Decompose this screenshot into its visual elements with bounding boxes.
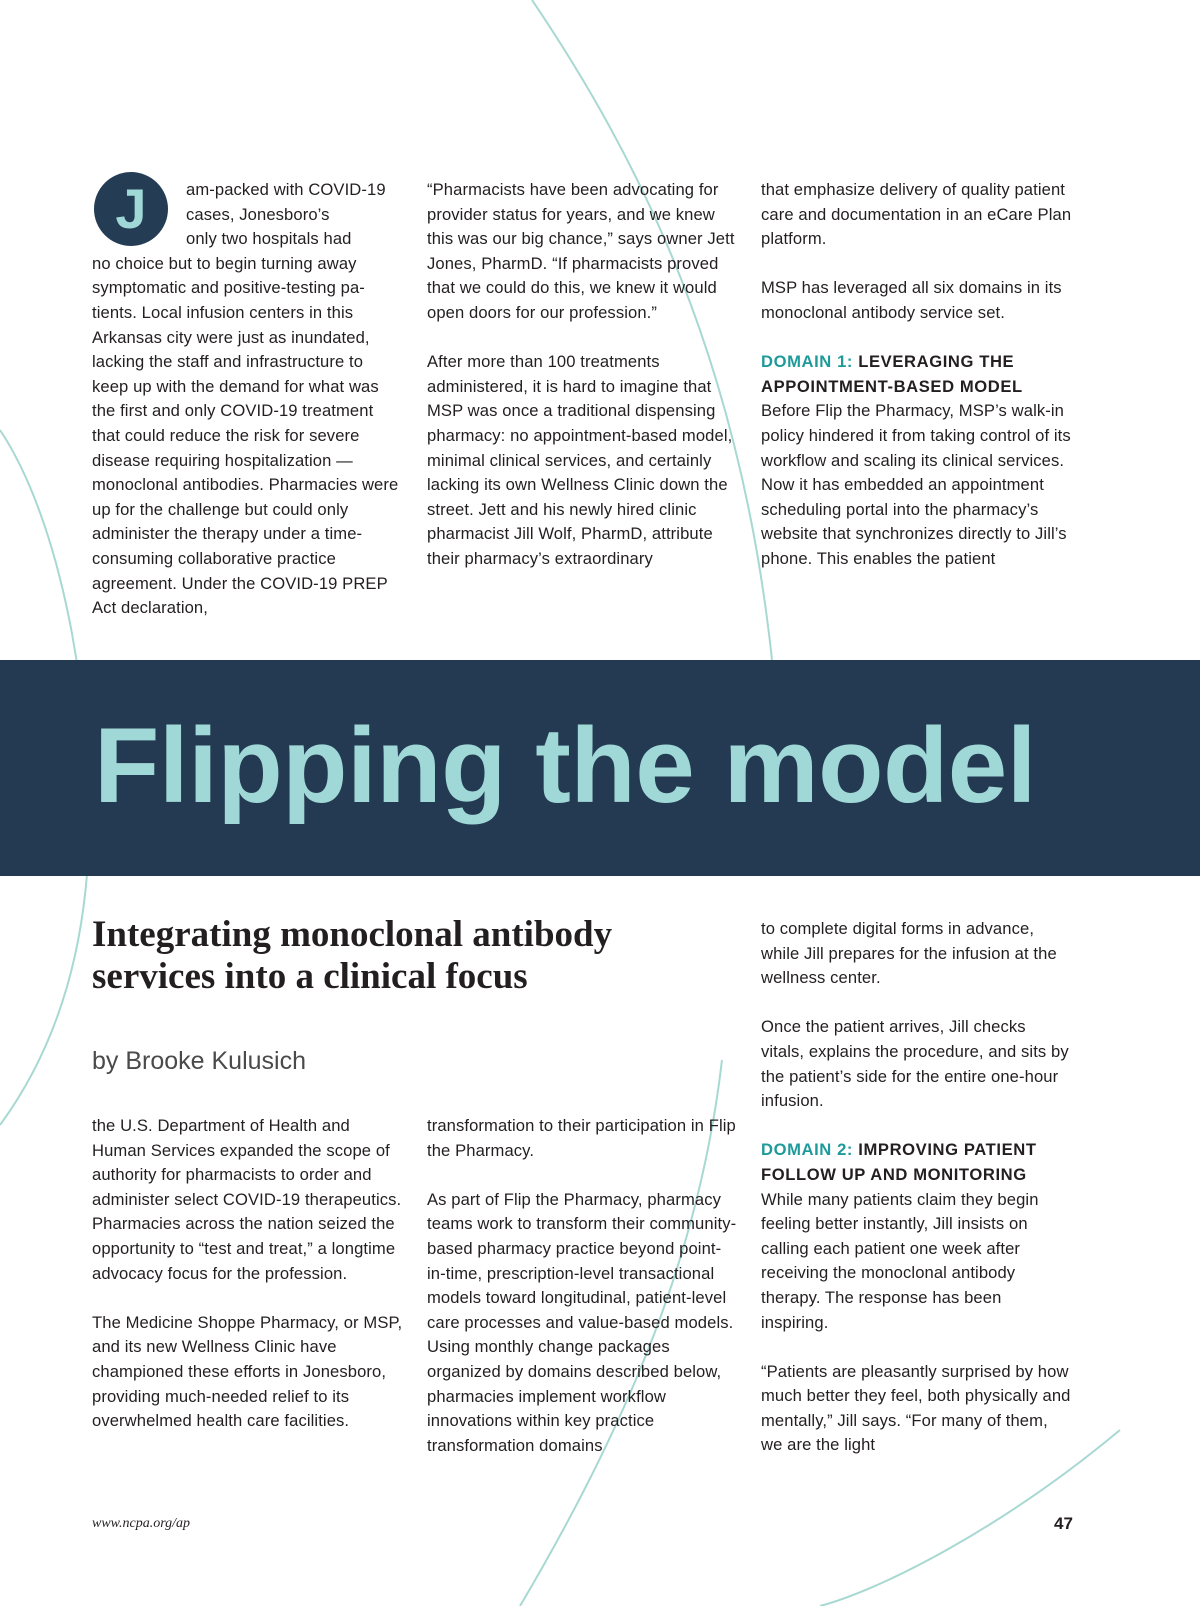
body-paragraph: MSP has leveraged all six domains in its monoclonal antibody service set.	[761, 278, 1062, 322]
body-paragraph: The Medicine Shoppe Pharmacy, or MSP, and its new Wellness Clinic have championed these efforts in Jonesboro, providing much-needed relief to its overwhelmed health care facilities.	[92, 1312, 403, 1431]
intro-line-2: cases, Jonesboro’s	[186, 204, 330, 224]
bottom-column-2	[427, 1114, 739, 1458]
body-paragraph: “Patients are pleasantly surprised by how much better they feel, both physically and mentally,” Jill says. “For many of them, we are the light	[761, 1361, 1071, 1455]
drop-cap-letter: J	[94, 172, 168, 246]
domain-2-label: DOMAIN 2:	[761, 1140, 854, 1160]
body-paragraph: As part of Flip the Pharmacy, pharmacy teams work to transform their community-based pharmacy practice beyond point-in-time, prescription-level transactional models toward longitudinal, patient-level care processes and value-based models. Using monthly change packages organized by domains described below, pharmacies implement workflow innovations within key practice transformation domains	[427, 1189, 737, 1455]
body-paragraph: to complete digital forms in advance, while Jill prepares for the infusion at the wellness center.	[761, 919, 1057, 988]
top-column-1	[92, 178, 404, 621]
footer-url: www.ncpa.org/ap	[92, 1516, 191, 1531]
drop-cap	[92, 172, 186, 246]
domain-2-title: IMPROVING PATIENT FOLLOW UP AND MONITORING	[761, 1140, 1037, 1184]
top-column-2	[427, 178, 739, 572]
body-paragraph: no choice but to begin turning away symptomatic and positive-testing patients. Local infusion centers in this Arkansas city were just as inundated, lacking the staff and infrastructure to keep up with the demand for what was the first and only COVID-19 treatment that could reduce the risk for severe disease requiring hospitalization — monoclonal antibodies. Pharmacies were up for the challenge but could only administer the therapy under a time-consuming collaborative practice agreement. Under the COVID-19 PREP Act declaration,	[92, 253, 399, 618]
bottom-column-3	[761, 917, 1073, 1458]
domain-1-heading	[761, 350, 1073, 399]
body-paragraph: “Pharmacists have been advocating for provider status for years, and we knew this was our big chance,” says owner Jett Jones, PharmD. “If pharmacists proved that we could do this, we knew it would open doors for our profession.”	[427, 180, 735, 322]
top-column-3	[761, 178, 1073, 572]
domain-2-heading	[761, 1138, 1073, 1187]
domain-1-title: LEVERAGING THE APPOINTMENT-BASED MODEL	[761, 352, 1023, 396]
byline: by Brooke Kulusich	[92, 1047, 307, 1075]
body-paragraph: the U.S. Department of Health and Human Services expanded the scope of authority for pharmacists to order and administer select COVID-19 therapeutics. Pharmacies across the nation seized the opportunity to “test and treat,” a longtime advocacy focus for the profession.	[92, 1116, 402, 1283]
body-paragraph: transformation to their participation in Flip the Pharmacy.	[427, 1116, 736, 1160]
domain-1-label: DOMAIN 1:	[761, 352, 854, 372]
article-subtitle: Integrating monoclonal antibody services into a clinical focus	[92, 914, 613, 997]
article-title: Flipping the model	[94, 705, 1037, 825]
body-paragraph: After more than 100 treatments administered, it is hard to imagine that MSP was once a traditional dispensing pharmacy: no appointment-based model, minimal clinical services, and certainly lacking its own Wellness Clinic down the street. Jett and his newly hired clinic pharmacist Jill Wolf, PharmD, attribute their pharmacy’s extraordinary	[427, 352, 733, 568]
intro-line-3: only two hospitals had	[186, 229, 352, 249]
body-paragraph: Once the patient arrives, Jill checks vitals, explains the procedure, and sits by the patient’s side for the entire one-hour infusion.	[761, 1017, 1069, 1111]
body-paragraph: Before Flip the Pharmacy, MSP’s walk-in policy hindered it from taking control of its workflow and scaling its clinical services. Now it has embedded an appointment scheduling portal into the pharmacy’s website that synchronizes directly to Jill’s phone. This enables the patient	[761, 401, 1071, 568]
intro-line-1: am-packed with COVID-19	[186, 180, 386, 199]
bottom-column-1	[92, 1114, 404, 1434]
body-paragraph: While many patients claim they begin feeling better instantly, Jill insists on calling each patient one week after receiving the monoclonal antibody therapy. The response has been inspiring.	[761, 1189, 1039, 1332]
page-number: 47	[1054, 1514, 1073, 1533]
body-paragraph: that emphasize delivery of quality patient care and documentation in an eCare Plan platform.	[761, 180, 1072, 249]
